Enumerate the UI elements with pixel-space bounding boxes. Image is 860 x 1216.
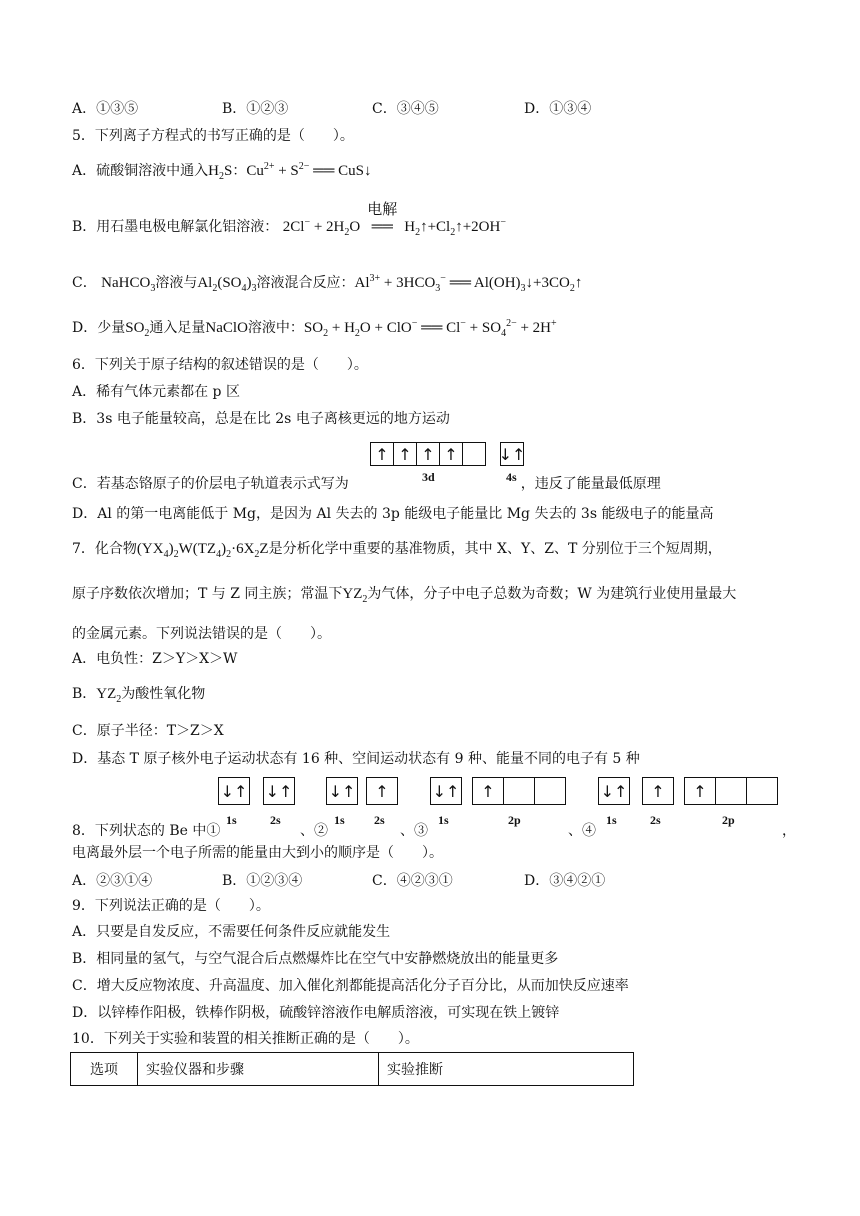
orbital-cell: ↑	[417, 443, 440, 465]
orbital-cell: ↓↑	[328, 781, 356, 801]
q6-option-c: C．若基态铬原子的价层电子轨道表示式写为 ，违反了能量最低原理	[72, 476, 661, 492]
q8-stem-1: 8．下列状态的 Be 中①	[72, 823, 221, 839]
label-2p: 2p	[722, 813, 735, 827]
orbital-cell: ↑	[371, 443, 394, 465]
q7-stem-line2: 原子序数依次增加；T 与 Z 同主族；常温下$YZ_2$为气体，分子中电子总数为奇数；W 为建筑行业使用量最大	[72, 586, 737, 605]
q8-end: ，	[782, 823, 796, 839]
orbital-cell: ↓↑	[220, 781, 248, 801]
q5-option-d: D．少量$SO_2$通入足量NaClO溶液中：$SO_2 + H_2O + ClO^-$ ══ $Cl^- + SO_4^{2-} + 2H^+$	[72, 318, 557, 339]
q4-option-d: D．①③④	[524, 101, 592, 117]
orbital-cell	[504, 778, 535, 804]
q5-option-a: A．硫酸铜溶液中通入$H_2S$：$Cu^{2+} + S^{2-}$ ══ CuS↓	[72, 161, 372, 182]
orbital-cell: ↓↑	[600, 781, 628, 801]
orbital-cell: ↑	[394, 443, 417, 465]
q7-option-c: C．原子半径：T＞Z＞X	[72, 723, 224, 739]
q8-sep-2: 、②	[300, 823, 328, 839]
orbital-cell	[716, 778, 747, 804]
orbital-cell	[535, 778, 565, 804]
q9-stem: 9．下列说法正确的是（ ）。	[72, 898, 270, 914]
q7-option-d: D．基态 T 原子核外电子运动状态有 16 种、空间运动状态有 9 种、能量不同的电子有 5 种	[72, 751, 640, 767]
orbital-cell: ↓↑	[498, 444, 526, 464]
orbital-cell: ↓↑	[265, 781, 293, 801]
orbital-cell: ↓↑	[432, 781, 460, 801]
q7-stem-line1: 7．化合物$(YX_4)_2W(TZ_4)_2\cdot 6X_2Z$是分析化学中重要的基准物质，其中 X、Y、Z、T 分别位于三个短周期，	[72, 541, 722, 560]
q8-option-b: B．①②③④	[222, 873, 303, 889]
q10-table	[70, 1052, 634, 1086]
orbital-cell	[747, 778, 777, 804]
q5-option-b: B．用石墨电极电解氯化铝溶液： $2Cl^- + 2H_2O$ 电解 ══ $H_2↑+Cl_2↑+2OH^-$	[72, 200, 506, 238]
q8-stem-line2: 电离最外层一个电子所需的能量由大到小的顺序是（ ）。	[72, 845, 443, 861]
q9-option-a: A．只要是自发反应，不需要任何条件反应就能发生	[72, 924, 391, 940]
q5-stem: 5．下列离子方程式的书写正确的是（ ）。	[72, 128, 354, 144]
q6-stem: 6．下列关于原子结构的叙述错误的是（ ）。	[72, 357, 368, 373]
q7-option-b: B．$YZ_2$为酸性氧化物	[72, 686, 206, 705]
q6-option-a: A．稀有气体元素都在 p 区	[72, 384, 240, 400]
label-2s: 2s	[270, 813, 281, 827]
header-inference: 实验推断	[379, 1053, 634, 1086]
header-steps: 实验仪器和步骤	[138, 1053, 379, 1086]
q8-sep-4: 、④	[568, 823, 596, 839]
q8-option-c: C．④②③①	[372, 873, 453, 889]
q8-option-d: D．③④②①	[524, 873, 606, 889]
q4-option-b: B．①②③	[222, 101, 289, 117]
q4-option-a: A．①③⑤	[72, 101, 139, 117]
label-1s: 1s	[226, 813, 237, 827]
header-option: 选项	[71, 1053, 138, 1086]
q8-option-a: A．②③①④	[72, 873, 153, 889]
label-1s: 1s	[334, 813, 345, 827]
q7-stem-line3: 的金属元素。下列说法错误的是（ ）。	[72, 626, 331, 642]
orbital-cell: ↑	[651, 781, 665, 801]
electrolysis-condition: 电解	[367, 200, 398, 218]
orbital-cell	[463, 443, 485, 465]
q8-sep-3: 、③	[400, 823, 428, 839]
orbital-cell: ↑	[685, 778, 716, 804]
q9-option-b: B．相同量的氢气，与空气混合后点燃爆炸比在空气中安静燃烧放出的能量更多	[72, 951, 559, 967]
label-1s: 1s	[606, 813, 617, 827]
label-2s: 2s	[650, 813, 661, 827]
q7-option-a: A．电负性：Z＞Y＞X＞W	[72, 651, 238, 667]
q9-option-c: C．增大反应物浓度、升高温度、加入催化剂都能提高活化分子百分比，从而加快反应速率	[72, 978, 629, 994]
q9-option-d: D．以锌棒作阳极，铁棒作阴极，硫酸锌溶液作电解质溶液，可实现在铁上镀锌	[72, 1005, 560, 1021]
orbital-cell: ↑	[375, 781, 389, 801]
label-3d: 3d	[422, 470, 435, 484]
q6-option-b: B．3s 电子能量较高，总是在比 2s 电子离核更远的地方运动	[72, 411, 450, 427]
q10-stem: 10．下列关于实验和装置的相关推断正确的是（ ）。	[72, 1031, 419, 1047]
label-2s: 2s	[374, 813, 385, 827]
label-4s: 4s	[506, 470, 517, 484]
q4-option-c: C．③④⑤	[372, 101, 439, 117]
orbital-cell: ↑	[473, 778, 504, 804]
label-1s: 1s	[438, 813, 449, 827]
orbital-cell: ↑	[440, 443, 463, 465]
label-2p: 2p	[508, 813, 521, 827]
q6-option-d: D．Al 的第一电离能低于 Mg，是因为 Al 失去的 3p 能级电子能量比 Mg 失去的 3s 能级电子的能量高	[72, 506, 714, 522]
q5-option-c: C． NaHCO$_3$溶液与$Al_2(SO_4)_3$溶液混合反应：$Al^{3+} + 3HCO_3^-$ ══ $Al(OH)_3↓+3CO_2↑$	[72, 273, 583, 294]
table-header-row	[71, 1053, 634, 1086]
